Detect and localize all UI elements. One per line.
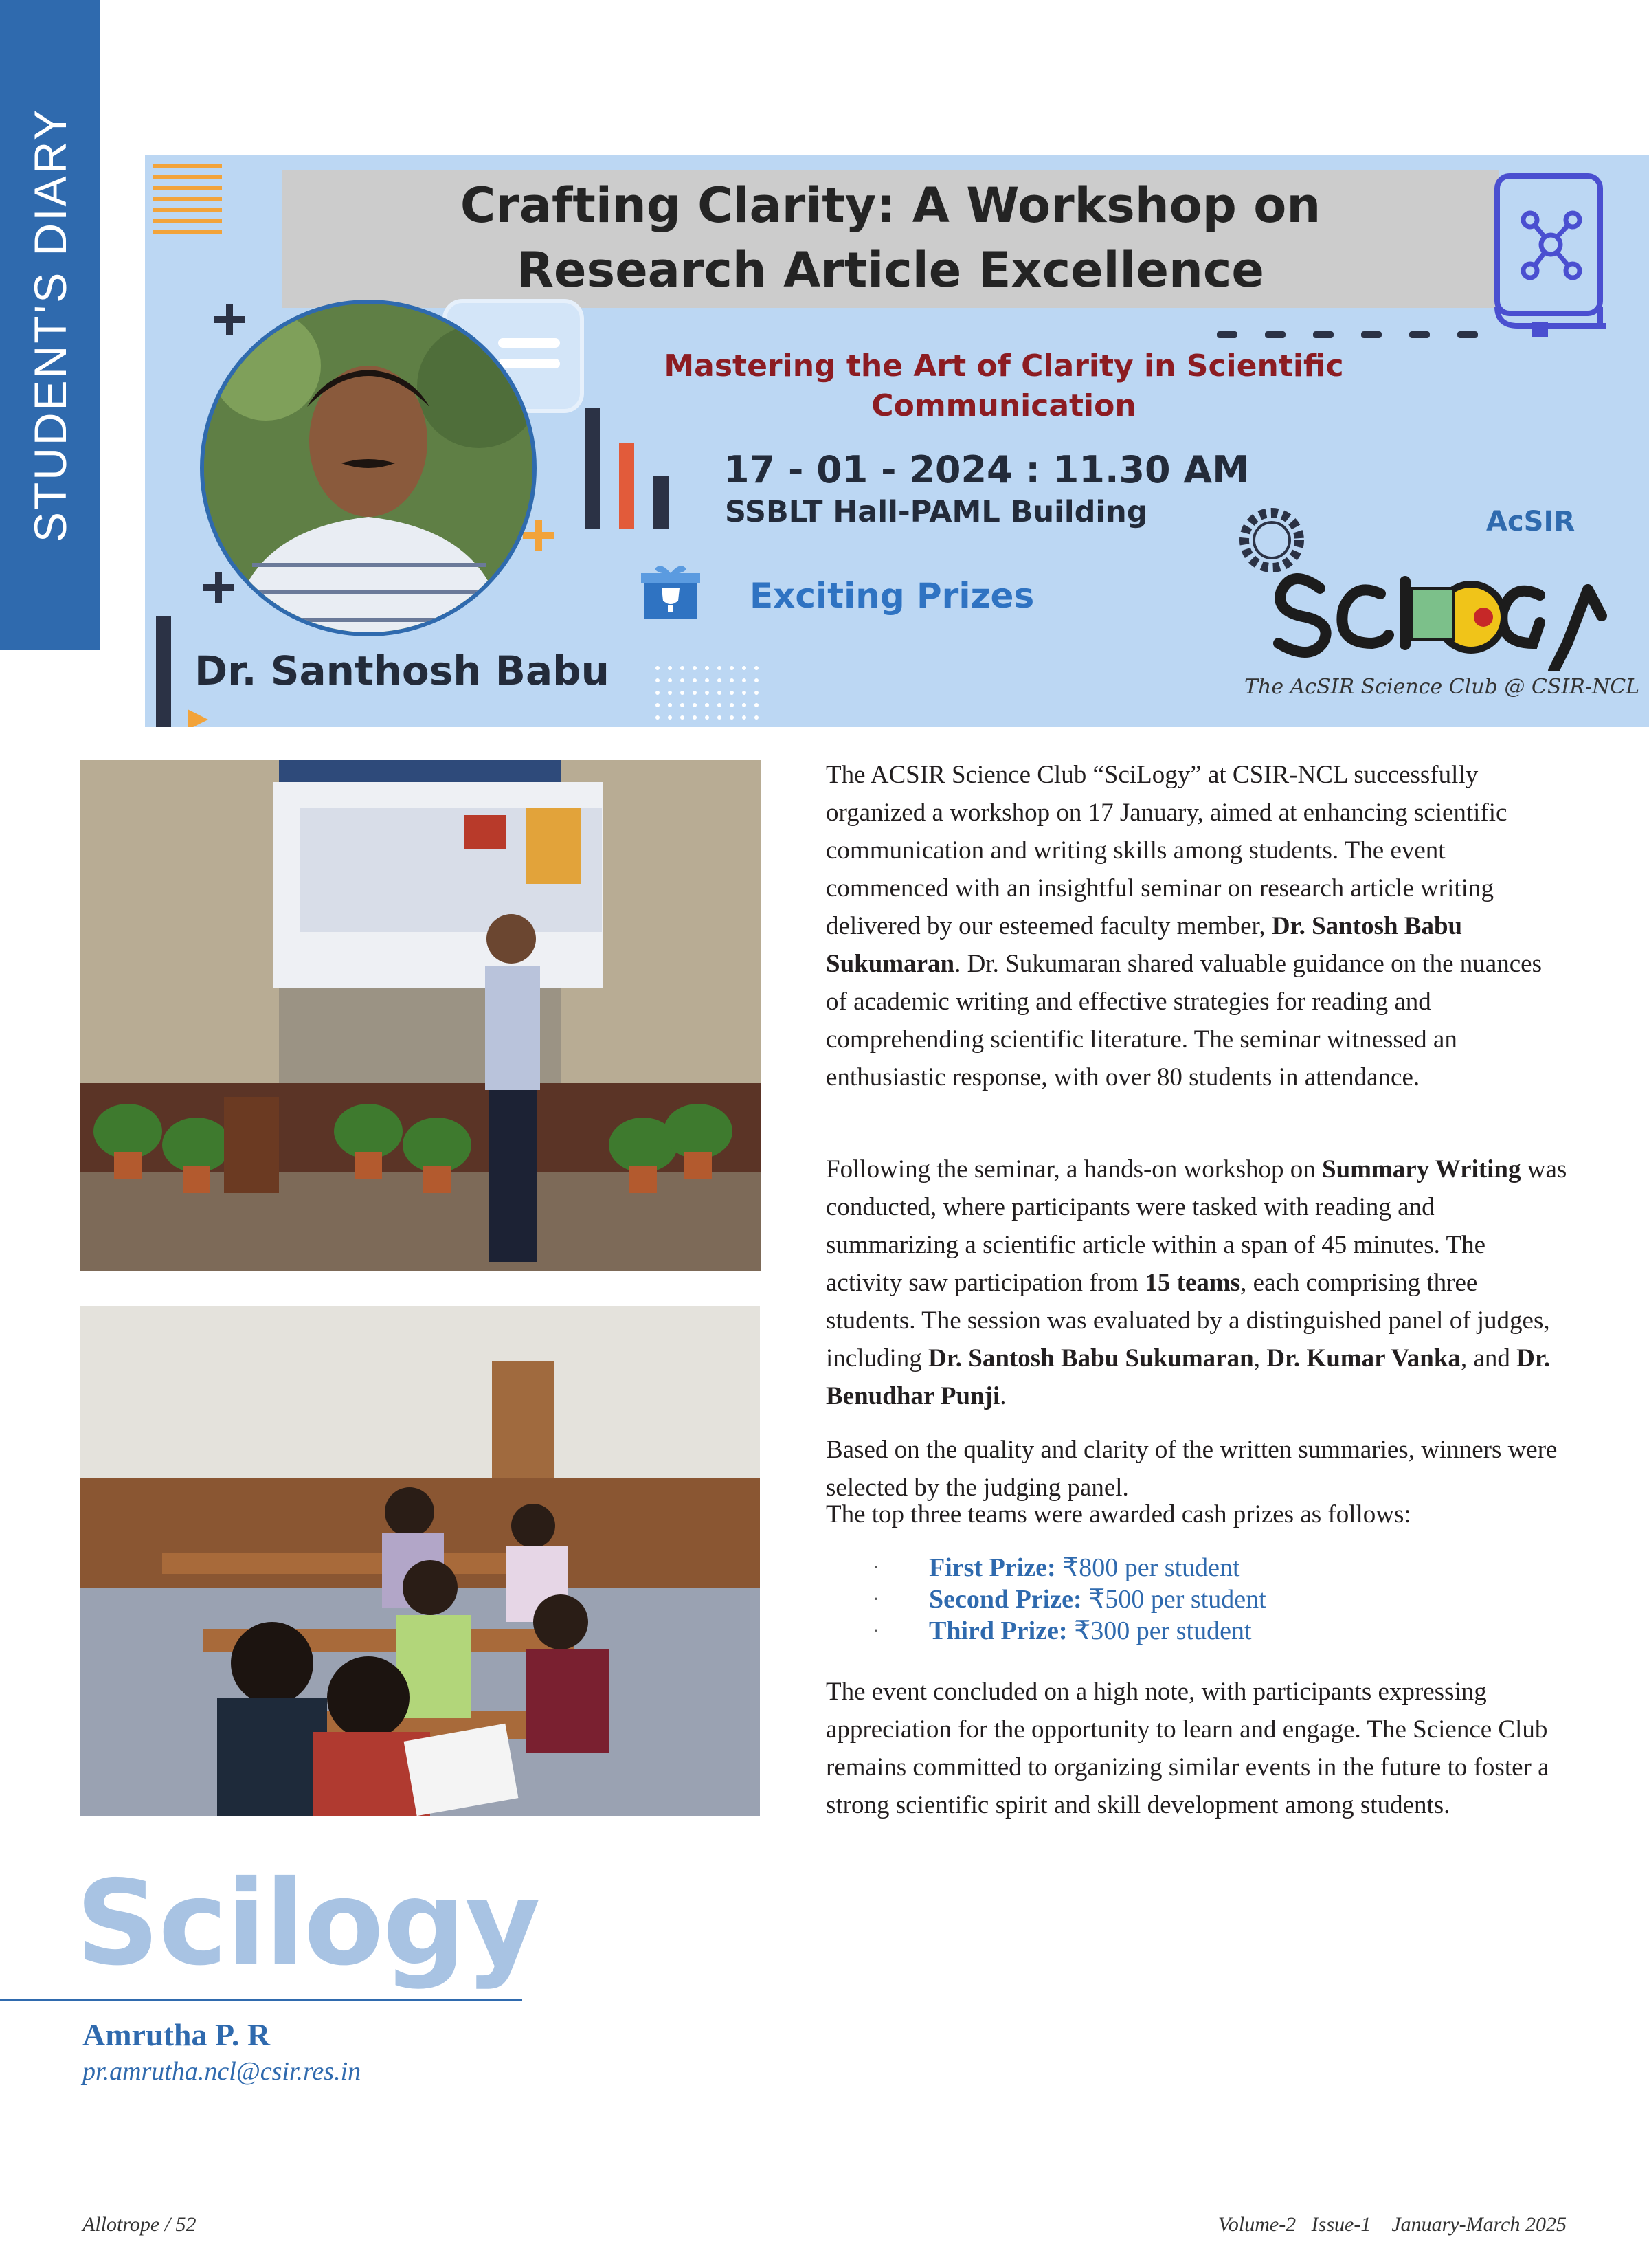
event-banner	[145, 155, 1649, 727]
workshop-photo	[80, 1306, 760, 1816]
speaker-bar-decoration	[156, 616, 177, 727]
bars-decoration	[585, 408, 681, 532]
dash-decoration	[1217, 329, 1505, 340]
scilogy-logo	[1265, 540, 1636, 671]
article-paragraph-2: Following the seminar, a hands-on workshop on Summary Writing was conducted, where participants were tasked with reading and summarizing a scientific article within a span of 45 minutes. The activity saw participation from 15 teams, each comprising three students. The session was evaluated by a distinguished panel of judges, including Dr. Santosh Babu Sukumaran, Dr. Kumar Vanka, and Dr. Benudhar Punji.	[826, 1155, 1567, 1410]
section-tab-label: STUDENT'S DIARY	[25, 107, 76, 543]
stripes-icon	[150, 161, 226, 236]
dot-grid-decoration	[653, 664, 763, 726]
author-email[interactable]: pr.amrutha.ncl@csir.res.in	[82, 2057, 361, 2086]
section-tab	[0, 0, 100, 650]
club-tagline: The AcSIR Science Club @ CSIR-NCL	[1244, 675, 1640, 699]
seminar-photo	[80, 760, 761, 1271]
speaker-photo	[200, 300, 537, 636]
article-paragraph-1: The ACSIR Science Club “SciLogy” at CSIR-NCL successfully organized a workshop on 17 January, aimed at enhancing scientific communication and writing skills among students. The event commenced with an insightful seminar on research article writing delivered by our esteemed faculty member, Dr. Santosh Babu Sukumaran. Dr. Sukumaran shared valuable guidance on the nuances of academic writing and effective strategies for reading and comprehending scientific literature. The seminar witnessed an enthusiastic response, with over 80 students in attendance.	[826, 761, 1542, 1091]
book-molecule-icon	[1490, 169, 1614, 340]
speaker-name: Dr. Santhosh Babu	[194, 647, 609, 694]
author-name: Amrutha P. R	[82, 2017, 271, 2052]
divider	[0, 1999, 522, 2001]
footer-issue-info: Volume-2 Issue-1 January-March 2025	[1218, 2213, 1567, 2236]
event-venue: SSBLT Hall-PAML Building	[725, 495, 1148, 529]
plus-icon	[201, 570, 236, 605]
exciting-prizes-label: Exciting Prizes	[750, 576, 1035, 616]
article-paragraph-3: Based on the quality and clarity of the written summaries, winners were selected by the judging panel.	[826, 1436, 1558, 1502]
event-datetime: 17 - 01 - 2024 : 11.30 AM	[723, 448, 1249, 491]
list-item: · Third Prize: ₹300 per student	[873, 1616, 1252, 1645]
banner-title: Crafting Clarity: A Workshop on Research Article Excellence	[460, 177, 1321, 298]
article-paragraph-5: The event concluded on a high note, with participants expressing appreciation for the opportunity to learn and engage. The Science Club remains committed to organizing similar events in the future to foster a strong scientific spirit and skill development among students.	[826, 1678, 1549, 1819]
banner-subtitle: Mastering the Art of Clarity in Scientific Communication	[664, 348, 1344, 423]
faculty-name: Dr. Santosh Babu Sukumaran	[826, 912, 1463, 978]
article-paragraph-4: The top three teams were awarded cash prizes as follows:	[826, 1500, 1411, 1528]
plus-icon	[212, 302, 247, 337]
prize-list	[873, 1552, 1560, 1647]
trophy-gift-icon	[640, 559, 702, 621]
list-item: · Second Prize: ₹500 per student	[873, 1585, 1266, 1614]
orange-triangle-decoration	[188, 709, 215, 727]
list-item: · First Prize: ₹800 per student	[873, 1553, 1240, 1582]
acsir-logo: AcSIR	[1486, 506, 1575, 537]
club-name-heading: Scilogy	[76, 1856, 540, 1992]
footer-page-info: Allotrope / 52	[82, 2213, 197, 2236]
